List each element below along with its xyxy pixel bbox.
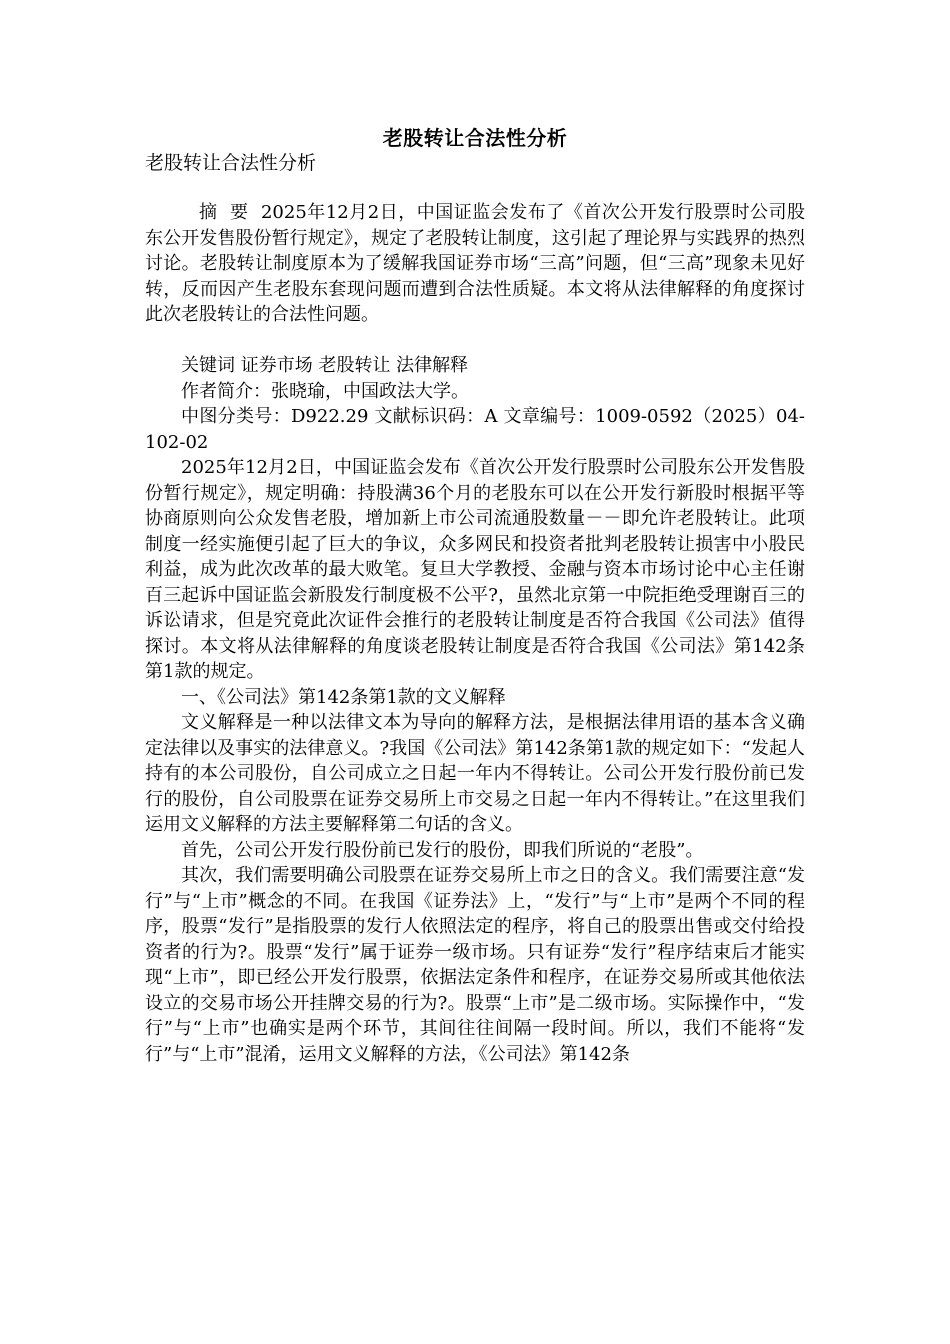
author-line: 作者简介：张晓瑜，中国政法大学。	[181, 380, 469, 402]
document-title: 老股转让合法性分析	[382, 126, 568, 150]
blank-line	[145, 328, 805, 354]
document-subtitle: 老股转让合法性分析	[145, 152, 317, 174]
classification-line: 中图分类号：D922.29 文献标识码：A 文章编号：1009-0592（2025）04-102-02	[145, 406, 805, 453]
section-heading: 一、《公司法》第142条第1款的文义解释	[181, 686, 506, 708]
keywords-line: 关键词 证券市场 老股转让 法律解释	[181, 355, 469, 376]
body-paragraph: 文义解释是一种以法律文本为导向的解释方法，是根据法律用语的基本含义确定法律以及事实的法律意义。?我国《公司法》第142条第1款的规定如下：“发起人持有的本公司股份，自公司成立之日起一年内不得转让。公司公开发行股份前已发行的股份，自公司股票在证券交易所上市交易之日起一年内不得转让。”在这里我们运用文义解释的方法主要解释第二句话的含义。	[145, 712, 805, 835]
abstract-paragraph: 摘 要 2025年12月2日，中国证监会发布了《首次公开发行股票时公司股东公开发售股份暂行规定》，规定了老股转让制度，这引起了理论界与实践界的热烈讨论。老股转让制度原本为了缓解我国证券市场“三高”问题，但“三高”现象未见好转，反而因产生老股东套现问题而遭到合法性质疑。本文将从法律解释的角度探讨此次老股转让的合法性问题。	[145, 202, 805, 325]
body-paragraph: 首先，公司公开发行股份前已发行的股份，即我们所说的“老股”。	[181, 839, 704, 861]
body-paragraph: 其次，我们需要明确公司股票在证券交易所上市之日的含义。我们需要注意“发行”与“上市”概念的不同。在我国《证券法》上，“发行”与“上市”是两个不同的程序，股票“发行”是指股票的发行人依照法定的程序，将自己的股票出售或交付给投资者的行为?。股票“发行”属于证券一级市场。只有证券“发行”程序结束后才能实现“上市”，即已经公开发行股票，依据法定条件和程序，在证券交易所或其他依法设立的交易市场公开挂牌交易的行为?。股票“上市”是二级市场。实际操作中，“发行”与“上市”也确实是两个环节，其间往往间隔一段时间。所以，我们不能将“发行”与“上市”混淆，运用文义解释的方法，《公司法》第142条	[145, 865, 805, 1065]
document-body	[145, 200, 805, 1067]
body-paragraph: 2025年12月2日，中国证监会发布《首次公开发行股票时公司股东公开发售股份暂行规定》，规定明确：持股满36个月的老股东可以在公开发行新股时根据平等协商原则向公众发售老股，增加新上市公司流通股数量－－即允许老股转让。此项制度一经实施便引起了巨大的争议，众多网民和投资者批判老股转让损害中小股民利益，成为此次改革的最大败笔。复旦大学教授、金融与资本市场讨论中心主任谢百三起诉中国证监会新股发行制度极不公平?，虽然北京第一中院拒绝受理谢百三的诉讼请求，但是究竟此次证件会推行的老股转让制度是否符合我国《公司法》值得探讨。本文将从法律解释的角度谈老股转让制度是否符合我国《公司法》第142条第1款的规定。	[145, 457, 805, 682]
